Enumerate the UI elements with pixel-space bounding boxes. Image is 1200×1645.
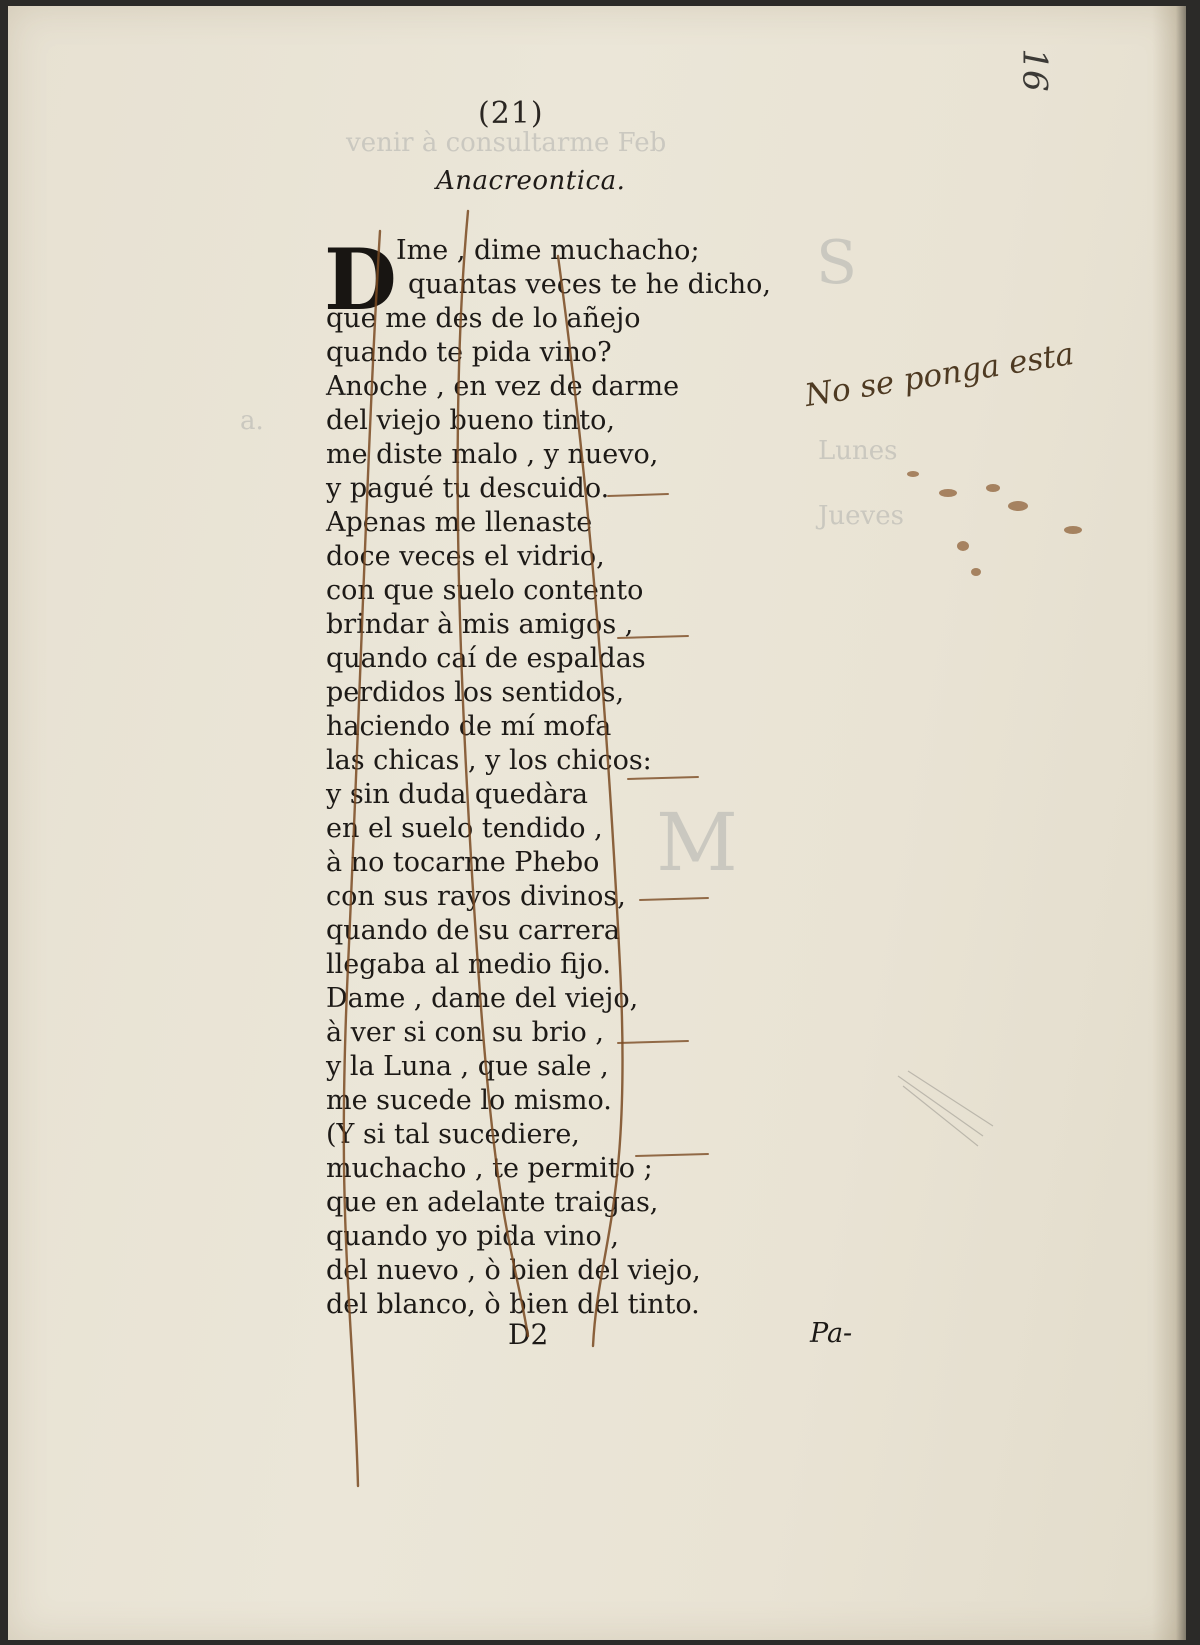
drop-cap: D (324, 230, 397, 329)
poem-line: del blanco, ò bien del tinto. (326, 1289, 700, 1320)
page-number: (21) (478, 96, 544, 131)
poem-line: muchacho , te permito ; (326, 1153, 653, 1184)
poem-line: las chicas , y los chicos: (326, 745, 652, 776)
show-through-text: a. (240, 406, 264, 436)
poem-line: brindar à mis amigos , (326, 609, 634, 640)
show-through-text: venir à consultarme Feb (346, 128, 667, 158)
poem-line: del viejo bueno tinto, (326, 405, 615, 436)
section-title: Anacreontica. (436, 166, 626, 196)
poem-line: y la Luna , que sale , (326, 1051, 609, 1082)
poem-line: quando yo pida vino , (326, 1221, 619, 1252)
poem-line: en el suelo tendido , (326, 813, 603, 844)
poem-line: del nuevo , ò bien del viejo, (326, 1255, 701, 1286)
poem-line: quando te pida vino? (326, 337, 612, 368)
poem-line: (Y si tal sucediere, (326, 1119, 580, 1150)
poem-line: con sus rayos divinos, (326, 881, 626, 912)
poem-line: Dame , dame del viejo, (326, 983, 639, 1014)
poem-line: à ver si con su brio , (326, 1017, 604, 1048)
show-through-text: Lunes (818, 436, 898, 466)
catchword: Pa- (810, 1318, 853, 1349)
poem-line: haciendo de mí mofa (326, 711, 612, 742)
poem-line: doce veces el vidrio, (326, 541, 605, 572)
poem-line: Apenas me llenaste (326, 507, 593, 538)
poem-line: y sin duda quedàra (326, 779, 588, 810)
pencil-corner-mark: 16 (1014, 48, 1055, 92)
document-page (8, 6, 1186, 1640)
poem (324, 230, 771, 1322)
show-through-initial: M (656, 796, 738, 889)
show-through-text: Jueves (818, 501, 904, 531)
poem-line: quando caí de espaldas (326, 643, 646, 674)
page-edge-shadow (1152, 6, 1186, 1640)
poem-line: y pagué tu descuido. (326, 473, 610, 504)
poem-line: con que suelo contento (326, 575, 644, 606)
poem-line: me sucede lo mismo. (326, 1085, 612, 1116)
poem-line: quando de su carrera (326, 915, 620, 946)
poem-line: perdidos los sentidos, (326, 677, 625, 708)
poem-line: Anoche , en vez de darme (326, 371, 680, 402)
ink-stains (907, 471, 1082, 576)
poem-line: me diste malo , y nuevo, (326, 439, 659, 470)
poem-line: que en adelante traigas, (326, 1187, 659, 1218)
poem-line: llegaba al medio fijo. (326, 949, 611, 980)
signature-mark: D2 (508, 1318, 549, 1351)
poem-line: Ime , dime muchacho; (396, 235, 700, 266)
show-through-initial: S (816, 228, 858, 298)
smudge (898, 1071, 993, 1146)
poem-line: quantas veces te he dicho, (408, 269, 771, 300)
poem-line: que me des de lo añejo (326, 303, 641, 334)
manuscript-margin-note: No se ponga esta (802, 335, 1077, 414)
poem-line: à no tocarme Phebo (326, 847, 600, 878)
